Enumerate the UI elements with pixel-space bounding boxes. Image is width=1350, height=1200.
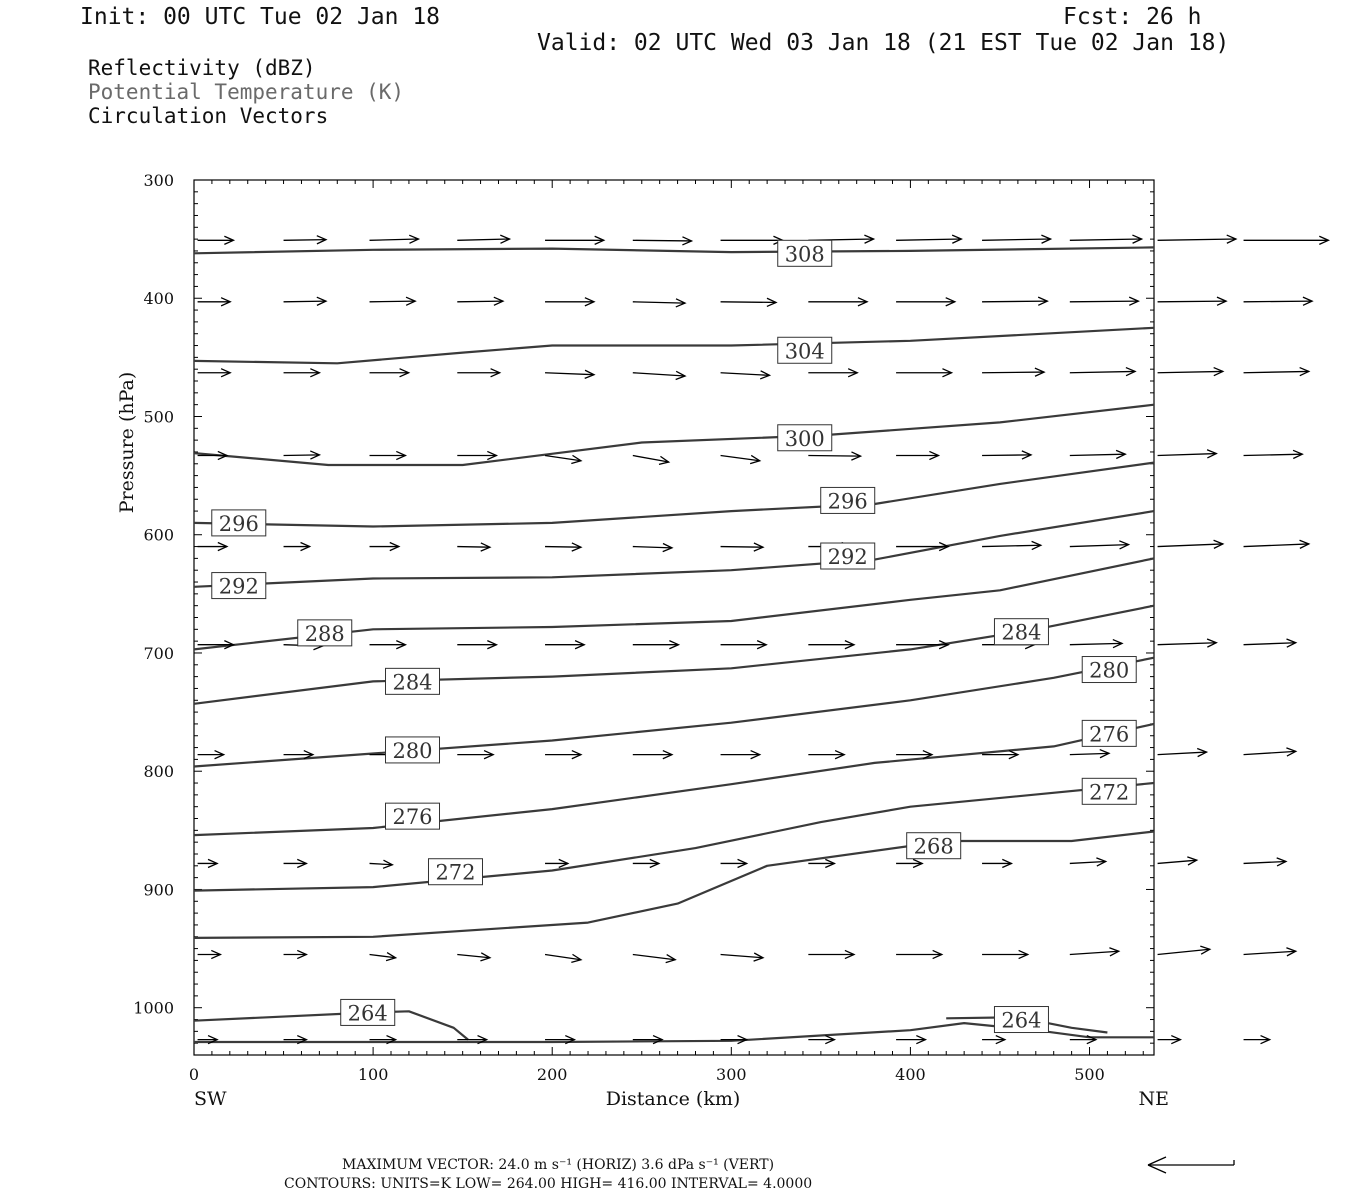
circulation-vector (1158, 450, 1217, 458)
circulation-vector (1244, 948, 1296, 956)
circulation-vector (721, 1036, 747, 1044)
contour-label-text: 292 (827, 545, 868, 570)
circulation-vector (457, 953, 490, 961)
circulation-vector (721, 641, 767, 649)
vector-shaft (982, 372, 1044, 373)
circulation-vector (1158, 368, 1223, 376)
y-tick-label: 900 (143, 880, 174, 900)
y-tick-label: 700 (143, 643, 174, 663)
contour-label (994, 619, 1048, 645)
circulation-vector (457, 751, 493, 759)
contour-label (428, 859, 482, 885)
contour-labels (212, 240, 1136, 1032)
circulation-vector (370, 542, 399, 550)
ne-label: NE (1138, 1088, 1169, 1110)
circulation-vector (1158, 857, 1197, 865)
circulation-vector (896, 859, 922, 867)
circulation-vector (457, 641, 496, 649)
circulation-vector (633, 859, 659, 867)
contour-label (778, 240, 832, 266)
vector-shaft (1158, 371, 1223, 372)
circulation-vector (1158, 540, 1223, 548)
vector-shaft (457, 239, 509, 240)
circulation-vector (1158, 946, 1210, 954)
circulation-vector (1070, 948, 1119, 956)
contour-label (341, 999, 395, 1025)
vector-shaft (1244, 951, 1296, 954)
circulation-vector (1244, 297, 1313, 305)
vector-shaft (284, 301, 326, 302)
legend-potential-temperature: Potential Temperature (K) (88, 80, 405, 104)
vector-shaft (1158, 643, 1217, 645)
contour-label (778, 337, 832, 363)
vector-shaft (1070, 643, 1122, 644)
circulation-vector (1244, 858, 1286, 866)
contour-label (386, 803, 440, 829)
circulation-vector (1070, 450, 1125, 458)
circulation-vector (457, 543, 490, 551)
circulation-vector (284, 236, 326, 244)
x-tick-label: 500 (1074, 1065, 1105, 1084)
vector-shaft (721, 302, 776, 303)
theta-contour-308 (194, 247, 1154, 253)
vector-shaft (982, 545, 1041, 546)
circulation-vector (721, 236, 783, 244)
circulation-vector (284, 542, 310, 550)
circulation-vector (1070, 750, 1109, 758)
circulation-vector (370, 451, 406, 459)
circulation-vector (896, 542, 948, 550)
contour-label (1082, 720, 1136, 746)
contour-label-text: 276 (392, 805, 433, 830)
x-axis-label: Distance (km) (605, 1088, 741, 1110)
circulation-vector (284, 950, 307, 958)
vector-shaft (1070, 239, 1142, 240)
circulation-vector (982, 297, 1047, 305)
vector-shaft (808, 456, 860, 457)
circulation-vector (198, 542, 227, 550)
circulation-vector (721, 859, 747, 867)
circulation-vector (982, 859, 1011, 867)
circulation-vector (982, 235, 1051, 243)
vector-shaft (370, 301, 416, 302)
contour-label (821, 487, 875, 513)
vector-shaft (896, 239, 961, 240)
circulation-vector (1244, 368, 1309, 376)
circulation-vector (633, 299, 685, 307)
x-tick-label: 400 (895, 1065, 926, 1084)
circulation-vector (545, 236, 604, 244)
vector-shaft (1244, 861, 1286, 863)
circulation-vector (721, 298, 776, 306)
contour-label-text: 292 (218, 574, 259, 599)
circulation-vector (982, 368, 1044, 376)
reference-vector-icon (1140, 1150, 1240, 1180)
circulation-vector (982, 1036, 1005, 1044)
contour-label-text: 280 (1089, 658, 1130, 683)
circulation-vector (1244, 450, 1303, 458)
theta-contour-268 (194, 832, 1154, 938)
vector-shaft (1244, 301, 1313, 302)
vector-shaft (1244, 643, 1296, 645)
circulation-vector (633, 371, 685, 379)
valid-time: Valid: 02 UTC Wed 03 Jan 18 (21 EST Tue 02 Jan 18) (537, 30, 1230, 56)
circulation-vector (808, 369, 857, 377)
vector-shaft (1070, 454, 1125, 455)
contour-label-text: 276 (1089, 722, 1130, 747)
circulation-vector (896, 451, 938, 459)
vector-shaft (1158, 301, 1227, 302)
x-tick-label: 100 (357, 1065, 389, 1084)
circulation-vector (198, 451, 227, 459)
circulation-vector (808, 452, 860, 460)
circulation-vector (284, 451, 320, 459)
circulation-vector (1158, 297, 1227, 305)
vector-shaft (982, 301, 1047, 302)
circulation-vector (633, 456, 669, 465)
vector-shaft (545, 456, 581, 461)
vector-shaft (284, 455, 320, 456)
vector-shaft (1070, 301, 1139, 302)
circulation-vector (1070, 541, 1129, 549)
vector-shaft (1070, 753, 1109, 754)
vector-shaft (633, 547, 672, 548)
y-tick-label: 300 (143, 171, 174, 190)
vector-shaft (982, 455, 1031, 456)
x-tick-label: 300 (716, 1065, 747, 1084)
circulation-vector (370, 235, 419, 243)
vector-shaft (721, 373, 770, 376)
circulation-vector (896, 235, 961, 243)
theta-contour-304 (194, 328, 1154, 364)
vector-shaft (1244, 371, 1309, 372)
circulation-vector (896, 369, 951, 377)
vector-shaft (457, 547, 490, 548)
circulation-vector (1158, 235, 1236, 243)
circulation-vector (721, 371, 770, 379)
circulation-vector (633, 543, 672, 551)
max-vector-note: MAXIMUM VECTOR: 24.0 m s⁻¹ (HORIZ) 3.6 dPa s⁻¹ (VERT) (342, 1157, 775, 1173)
circulation-vector (545, 543, 581, 551)
y-tick-label: 400 (143, 289, 174, 309)
contour-label (386, 668, 440, 694)
vector-shaft (1070, 545, 1129, 547)
circulation-vector (198, 236, 234, 244)
contour-label-text: 296 (827, 489, 868, 514)
vector-shaft (1070, 861, 1106, 863)
circulation-vector (1070, 297, 1139, 305)
circulation-vector (1158, 639, 1217, 647)
circulation-vectors (198, 235, 1329, 1044)
circulation-vector (198, 298, 231, 306)
y-axis-label: Pressure (hPa) (116, 371, 138, 514)
contour-label (994, 1007, 1048, 1033)
vector-shaft (370, 239, 419, 240)
circulation-vector (1070, 640, 1122, 648)
vector-shaft (982, 239, 1051, 240)
contour-label (821, 543, 875, 569)
circulation-vector (633, 237, 692, 245)
circulation-vector (284, 859, 307, 867)
contour-label (386, 737, 440, 763)
circulation-vector (198, 369, 231, 377)
circulation-vector (370, 860, 393, 868)
circulation-vector (457, 297, 503, 305)
theta-contour-292 (194, 511, 1154, 587)
vector-shaft (1158, 544, 1223, 547)
vector-shaft (1070, 951, 1119, 954)
vector-shaft (1158, 454, 1217, 456)
vector-shaft (633, 373, 685, 376)
circulation-vector (545, 954, 581, 962)
theta-contour-296 (194, 463, 1154, 527)
circulation-vector (1070, 235, 1142, 243)
vector-shaft (545, 954, 581, 959)
circulation-vector (1244, 748, 1296, 756)
vector-shaft (1244, 544, 1309, 547)
contour-label-text: 284 (392, 670, 433, 695)
circulation-vector (1244, 540, 1309, 548)
circulation-vector (457, 369, 499, 377)
circulation-vector (457, 235, 509, 243)
contour-label (298, 620, 352, 646)
vector-shaft (545, 373, 594, 375)
circulation-vector (198, 859, 218, 867)
contour-label (1082, 778, 1136, 804)
plot-frame (194, 180, 1154, 1055)
contour-label-text: 308 (784, 242, 825, 267)
contour-label-text: 304 (784, 339, 825, 364)
circulation-vector (896, 751, 932, 759)
circulation-vector (1070, 368, 1135, 376)
circulation-vector (198, 751, 224, 759)
x-tick-label: 200 (536, 1065, 568, 1084)
circulation-vector (545, 641, 584, 649)
circulation-vector (370, 953, 396, 961)
x-tick-label: 0 (188, 1065, 200, 1084)
y-tick-label: 800 (143, 762, 174, 782)
circulation-vector (1244, 236, 1329, 244)
circulation-vector (370, 641, 406, 649)
vector-shaft (721, 547, 763, 548)
circulation-vector (633, 751, 672, 759)
circulation-vector (370, 297, 416, 305)
contour-label-text: 264 (1001, 1008, 1042, 1033)
circulation-vector (808, 751, 844, 759)
axis-ticks (194, 180, 1154, 1055)
contour-label-text: 284 (1001, 620, 1042, 645)
circulation-vector (457, 451, 496, 459)
vector-shaft (1070, 371, 1135, 372)
circulation-vector (721, 751, 760, 759)
circulation-vector (1158, 748, 1207, 756)
vector-shaft (1158, 239, 1236, 240)
circulation-vector (545, 859, 568, 867)
contour-label-text: 288 (304, 621, 345, 646)
contour-label (907, 833, 961, 859)
contour-label (212, 510, 266, 536)
theta-contour-276 (194, 724, 1154, 835)
contour-label (1082, 657, 1136, 683)
circulation-vector (545, 455, 581, 463)
vector-shaft (284, 240, 326, 241)
y-tick-label: 600 (143, 525, 174, 545)
contour-label-text: 264 (347, 1001, 388, 1026)
circulation-vector (896, 1036, 925, 1044)
circulation-vector (284, 369, 320, 377)
contour-label-text: 268 (913, 834, 954, 859)
sw-label: SW (194, 1088, 227, 1110)
contour-label-text: 300 (784, 426, 825, 451)
contour-label (778, 425, 832, 451)
circulation-vector (808, 950, 854, 958)
circulation-vector (633, 641, 679, 649)
vector-shaft (457, 301, 503, 302)
contours-note: CONTOURS: UNITS=K LOW= 264.00 HIGH= 416.00 INTERVAL= 4.0000 (284, 1176, 813, 1192)
circulation-vector (1244, 1036, 1270, 1044)
theta-contour-264 (194, 1011, 468, 1039)
vector-shaft (1244, 454, 1303, 455)
circulation-vector (370, 369, 409, 377)
circulation-vector (1070, 858, 1106, 866)
init-time: Init: 00 UTC Tue 02 Jan 18 (80, 4, 441, 30)
vector-shaft (545, 547, 581, 548)
contour-label-text: 272 (1089, 780, 1130, 805)
theta-contour-272 (194, 783, 1154, 891)
circulation-vector (982, 451, 1031, 459)
vector-shaft (721, 456, 760, 461)
y-tick-label: 500 (143, 407, 174, 427)
contour-label (212, 573, 266, 599)
vector-shaft (633, 302, 685, 303)
circulation-vector (284, 297, 326, 305)
circulation-vector (896, 950, 942, 958)
vector-shaft (1158, 752, 1207, 755)
circulation-vector (896, 298, 955, 306)
legend-reflectivity: Reflectivity (dBZ) (88, 56, 316, 80)
theta-contour-300 (194, 405, 1154, 465)
circulation-vector (721, 455, 760, 463)
circulation-vector (982, 541, 1041, 549)
circulation-vector (1158, 1036, 1181, 1044)
circulation-vector (721, 543, 763, 551)
contour-label-text: 280 (392, 738, 433, 763)
contour-label-text: 272 (435, 860, 476, 885)
forecast-hour: Fcst: 26 h (1063, 4, 1202, 30)
vector-shaft (633, 240, 692, 241)
circulation-vector (982, 950, 1028, 958)
circulation-vector (808, 298, 867, 306)
circulation-vector (545, 751, 581, 759)
circulation-vector (721, 953, 763, 961)
circulation-vector (198, 950, 221, 958)
circulation-vector (1244, 639, 1296, 647)
vector-shaft (1244, 751, 1296, 754)
circulation-vector (808, 641, 854, 649)
legend-circulation-vectors: Circulation Vectors (88, 104, 329, 128)
circulation-vector (633, 954, 675, 962)
circulation-vector (545, 298, 594, 306)
circulation-vector (545, 370, 594, 378)
contour-label-text: 296 (218, 511, 259, 536)
y-tick-label: 1000 (133, 998, 174, 1018)
